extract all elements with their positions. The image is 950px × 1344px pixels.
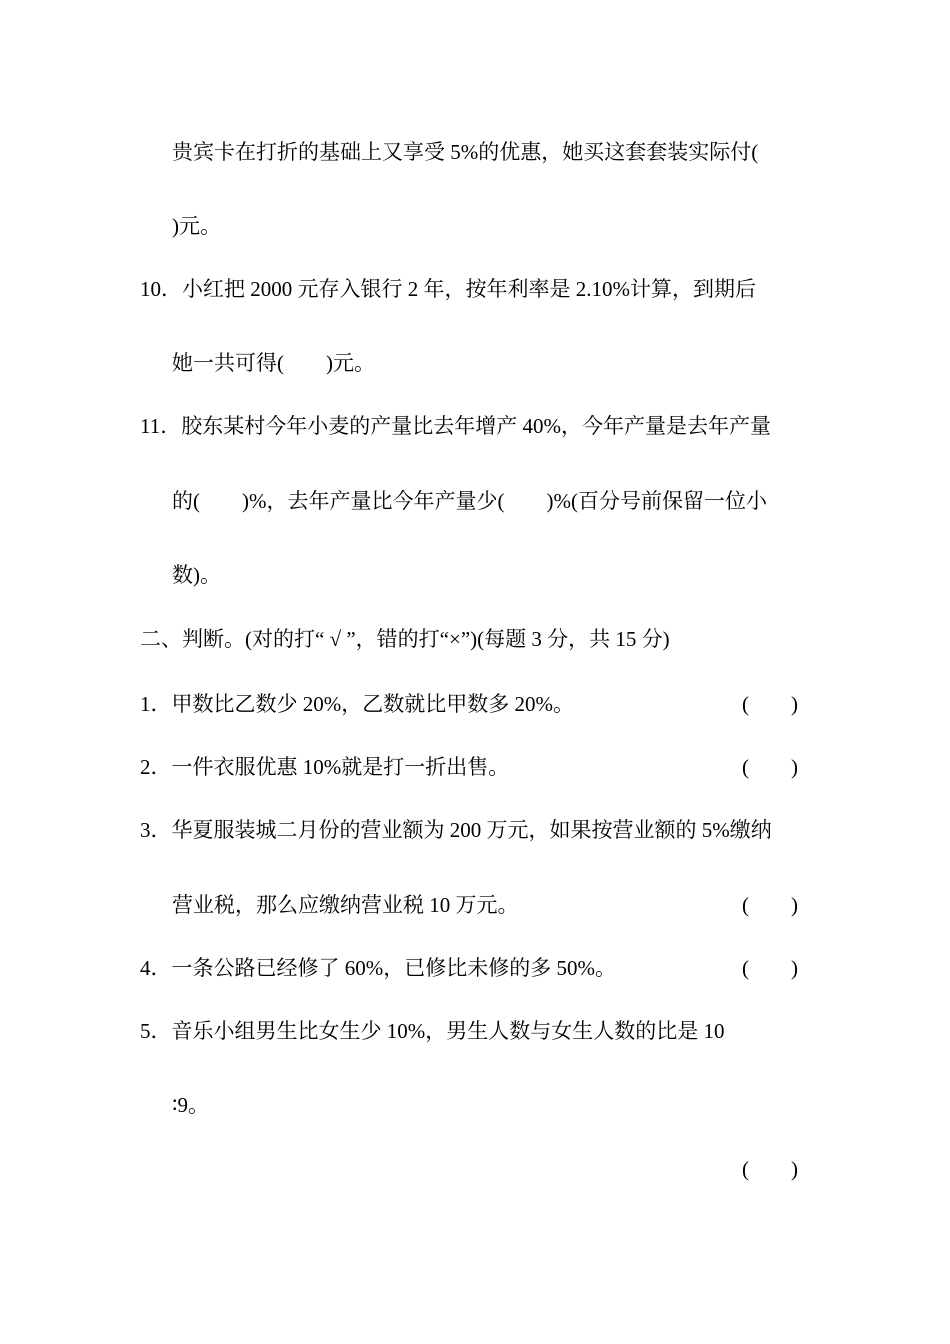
judgment-item-3-line-2: 营业税，那么应缴纳营业税 10 万元。: [172, 893, 519, 917]
q11-line-2: 的( )%，去年产量比今年产量少( )%(百分号前保留一位小: [172, 489, 767, 513]
answer-blank-3[interactable]: ( ): [742, 893, 798, 917]
q11-line-1: 11．胶东某村今年小麦的产量比去年增产 40%，今年产量是去年产量: [140, 414, 771, 438]
answer-blank-5[interactable]: ( ): [742, 1157, 798, 1181]
judgment-item-2: 2．一件衣服优惠 10%就是打一折出售。: [140, 755, 510, 779]
q10-line-1: 10．小红把 2000 元存入银行 2 年，按年利率是 2.10%计算，到期后: [140, 277, 756, 301]
answer-blank-1[interactable]: ( ): [742, 692, 798, 716]
answer-blank-2[interactable]: ( ): [742, 755, 798, 779]
q9-line-1: 贵宾卡在打折的基础上又享受 5%的优惠，她买这套套装实际付(: [172, 140, 759, 164]
q10-line-2: 她一共可得( )元。: [172, 351, 375, 375]
judgment-item-5-line-1: 5．音乐小组男生比女生少 10%，男生人数与女生人数的比是 10: [140, 1019, 725, 1043]
section-heading: 二、判断。(对的打“ √ ”，错的打“×”)(每题 3 分，共 15 分): [140, 627, 670, 651]
q11-line-3: 数)。: [172, 563, 221, 587]
judgment-item-1: 1．甲数比乙数少 20%，乙数就比甲数多 20%。: [140, 692, 574, 716]
answer-blank-4[interactable]: ( ): [742, 956, 798, 980]
q9-line-2: )元。: [172, 214, 221, 238]
judgment-item-5-line-2: ∶9。: [172, 1093, 209, 1117]
judgment-item-4: 4．一条公路已经修了 60%，已修比未修的多 50%。: [140, 956, 616, 980]
judgment-item-3-line-1: 3．华夏服装城二月份的营业额为 200 万元，如果按营业额的 5%缴纳: [140, 818, 772, 842]
